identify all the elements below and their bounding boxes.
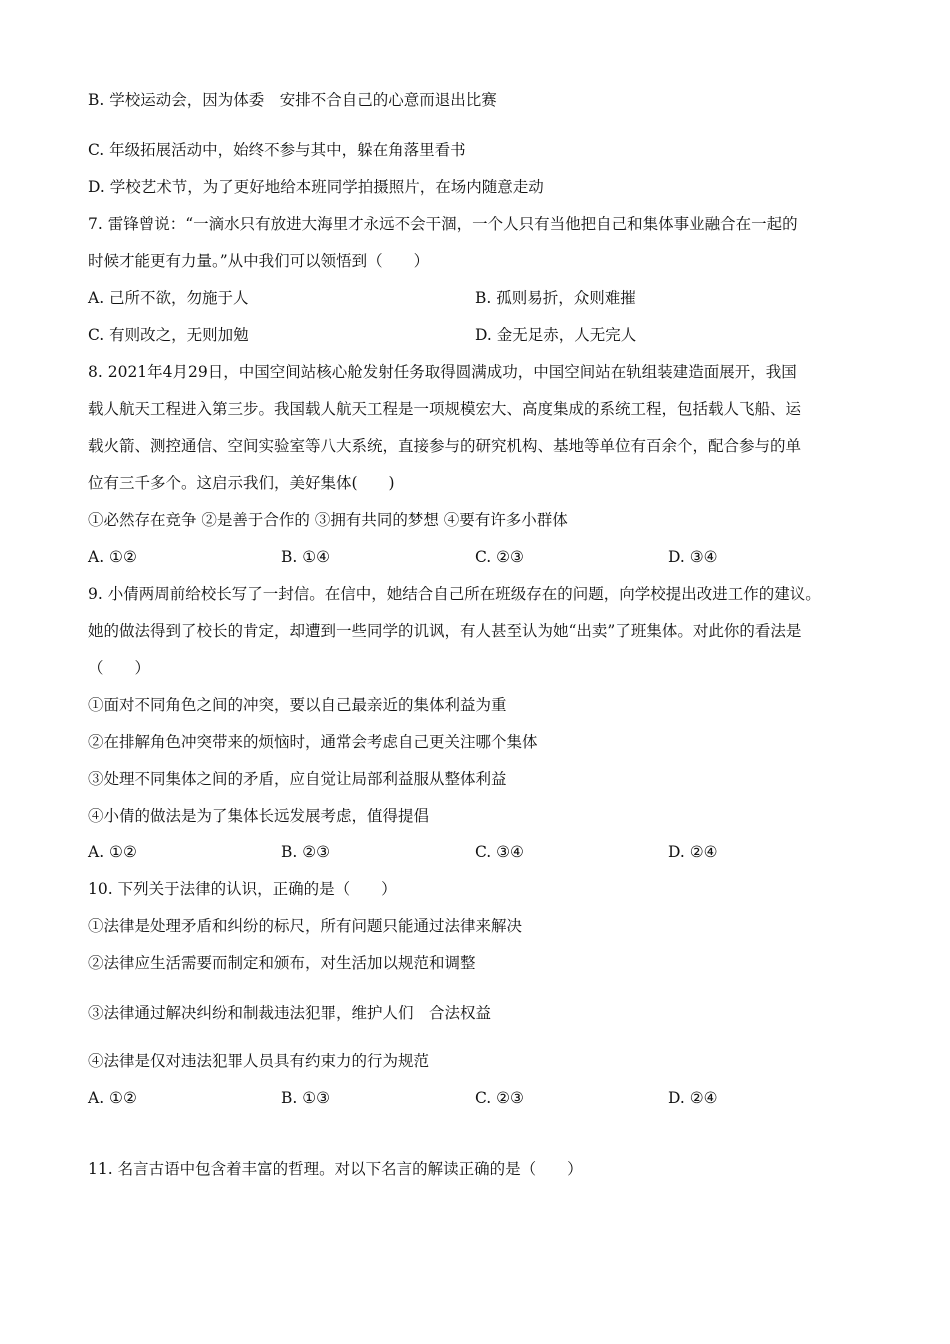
question-10-statement-4: ④法律是仅对违法犯罪人员具有约束力的行为规范 <box>88 1052 430 1070</box>
question-10-statement-2: ②法律应生活需要而制定和颁布，对生活加以规范和调整 <box>88 954 476 972</box>
option-q6-b: B. 学校运动会，因为体委 安排不合自己的心意而退出比赛 <box>88 91 497 109</box>
option-q8-b: B. ①④ <box>281 548 331 566</box>
option-q6-c: C. 年级拓展活动中，始终不参与其中，躲在角落里看书 <box>88 141 466 159</box>
question-7-stem-line-2: 时候才能更有力量。”从中我们可以领悟到（ ） <box>88 252 430 270</box>
option-q6-d: D. 学校艺术节，为了更好地给本班同学拍摄照片，在场内随意走动 <box>88 178 544 196</box>
question-9-statement-2: ②在排解角色冲突带来的烦恼时，通常会考虑自己更关注哪个集体 <box>88 733 538 751</box>
option-q9-a: A. ①② <box>88 843 137 861</box>
option-q10-a: A. ①② <box>88 1089 137 1107</box>
question-8-stem-line-4: 位有三千多个。这启示我们，美好集体( ) <box>88 474 395 492</box>
question-9-stem-line-1: 9. 小倩两周前给校长写了一封信。在信中，她结合自己所在班级存在的问题，向学校提出改进工作的建议。 <box>88 585 821 603</box>
question-10-statement-1: ①法律是处理矛盾和纠纷的标尺，所有问题只能通过法律来解决 <box>88 917 523 935</box>
question-9-statement-1: ①面对不同角色之间的冲突，要以自己最亲近的集体利益为重 <box>88 696 507 714</box>
question-10-statement-3: ③法律通过解决纠纷和制裁违法犯罪，维护人们 合法权益 <box>88 1004 492 1022</box>
option-q8-a: A. ①② <box>88 548 137 566</box>
option-q10-c: C. ②③ <box>475 1089 524 1107</box>
option-q7-d: D. 金无足赤，人无完人 <box>475 326 637 344</box>
option-q10-b: B. ①③ <box>281 1089 331 1107</box>
question-8-statements: ①必然存在竞争 ②是善于合作的 ③拥有共同的梦想 ④要有许多小群体 <box>88 511 568 529</box>
question-10-stem: 10. 下列关于法律的认识，正确的是（ ） <box>88 880 397 898</box>
option-q7-a: A. 己所不欲，勿施于人 <box>88 289 249 307</box>
option-q8-c: C. ②③ <box>475 548 524 566</box>
option-q7-b: B. 孤则易折，众则难摧 <box>475 289 636 307</box>
question-7-stem-line-1: 7. 雷锋曾说：“一滴水只有放进大海里才永远不会干涸，一个人只有当他把自己和集体事业融合在一起的 <box>88 215 798 233</box>
option-q9-c: C. ③④ <box>475 843 524 861</box>
option-q8-d: D. ③④ <box>668 548 718 566</box>
option-q9-b: B. ②③ <box>281 843 331 861</box>
question-8-stem-line-3: 载火箭、测控通信、空间实验室等八大系统，直接参与的研究机构、基地等单位有百余个，配合参与的单 <box>88 437 802 455</box>
question-9-stem-line-3: （ ） <box>88 659 151 677</box>
question-8-stem-line-2: 载人航天工程进入第三步。我国载人航天工程是一项规模宏大、高度集成的系统工程，包括载人飞船、运 <box>88 400 802 418</box>
question-9-statement-4: ④小倩的做法是为了集体长远发展考虑，值得提倡 <box>88 807 430 825</box>
option-q7-c: C. 有则改之，无则加勉 <box>88 326 249 344</box>
question-11-stem: 11. 名言古语中包含着丰富的哲理。对以下名言的解读正确的是（ ） <box>88 1160 583 1178</box>
option-q10-d: D. ②④ <box>668 1089 718 1107</box>
question-9-stem-line-2: 她的做法得到了校长的肯定，却遭到一些同学的讥讽，有人甚至认为她“出卖”了班集体。对此你的看法是 <box>88 622 802 640</box>
question-8-stem-line-1: 8. 2021年4月29日，中国空间站核心舱发射任务取得圆满成功，中国空间站在轨组装建造面展开，我国 <box>88 363 797 381</box>
question-9-statement-3: ③处理不同集体之间的矛盾，应自觉让局部利益服从整体利益 <box>88 770 507 788</box>
option-q9-d: D. ②④ <box>668 843 718 861</box>
